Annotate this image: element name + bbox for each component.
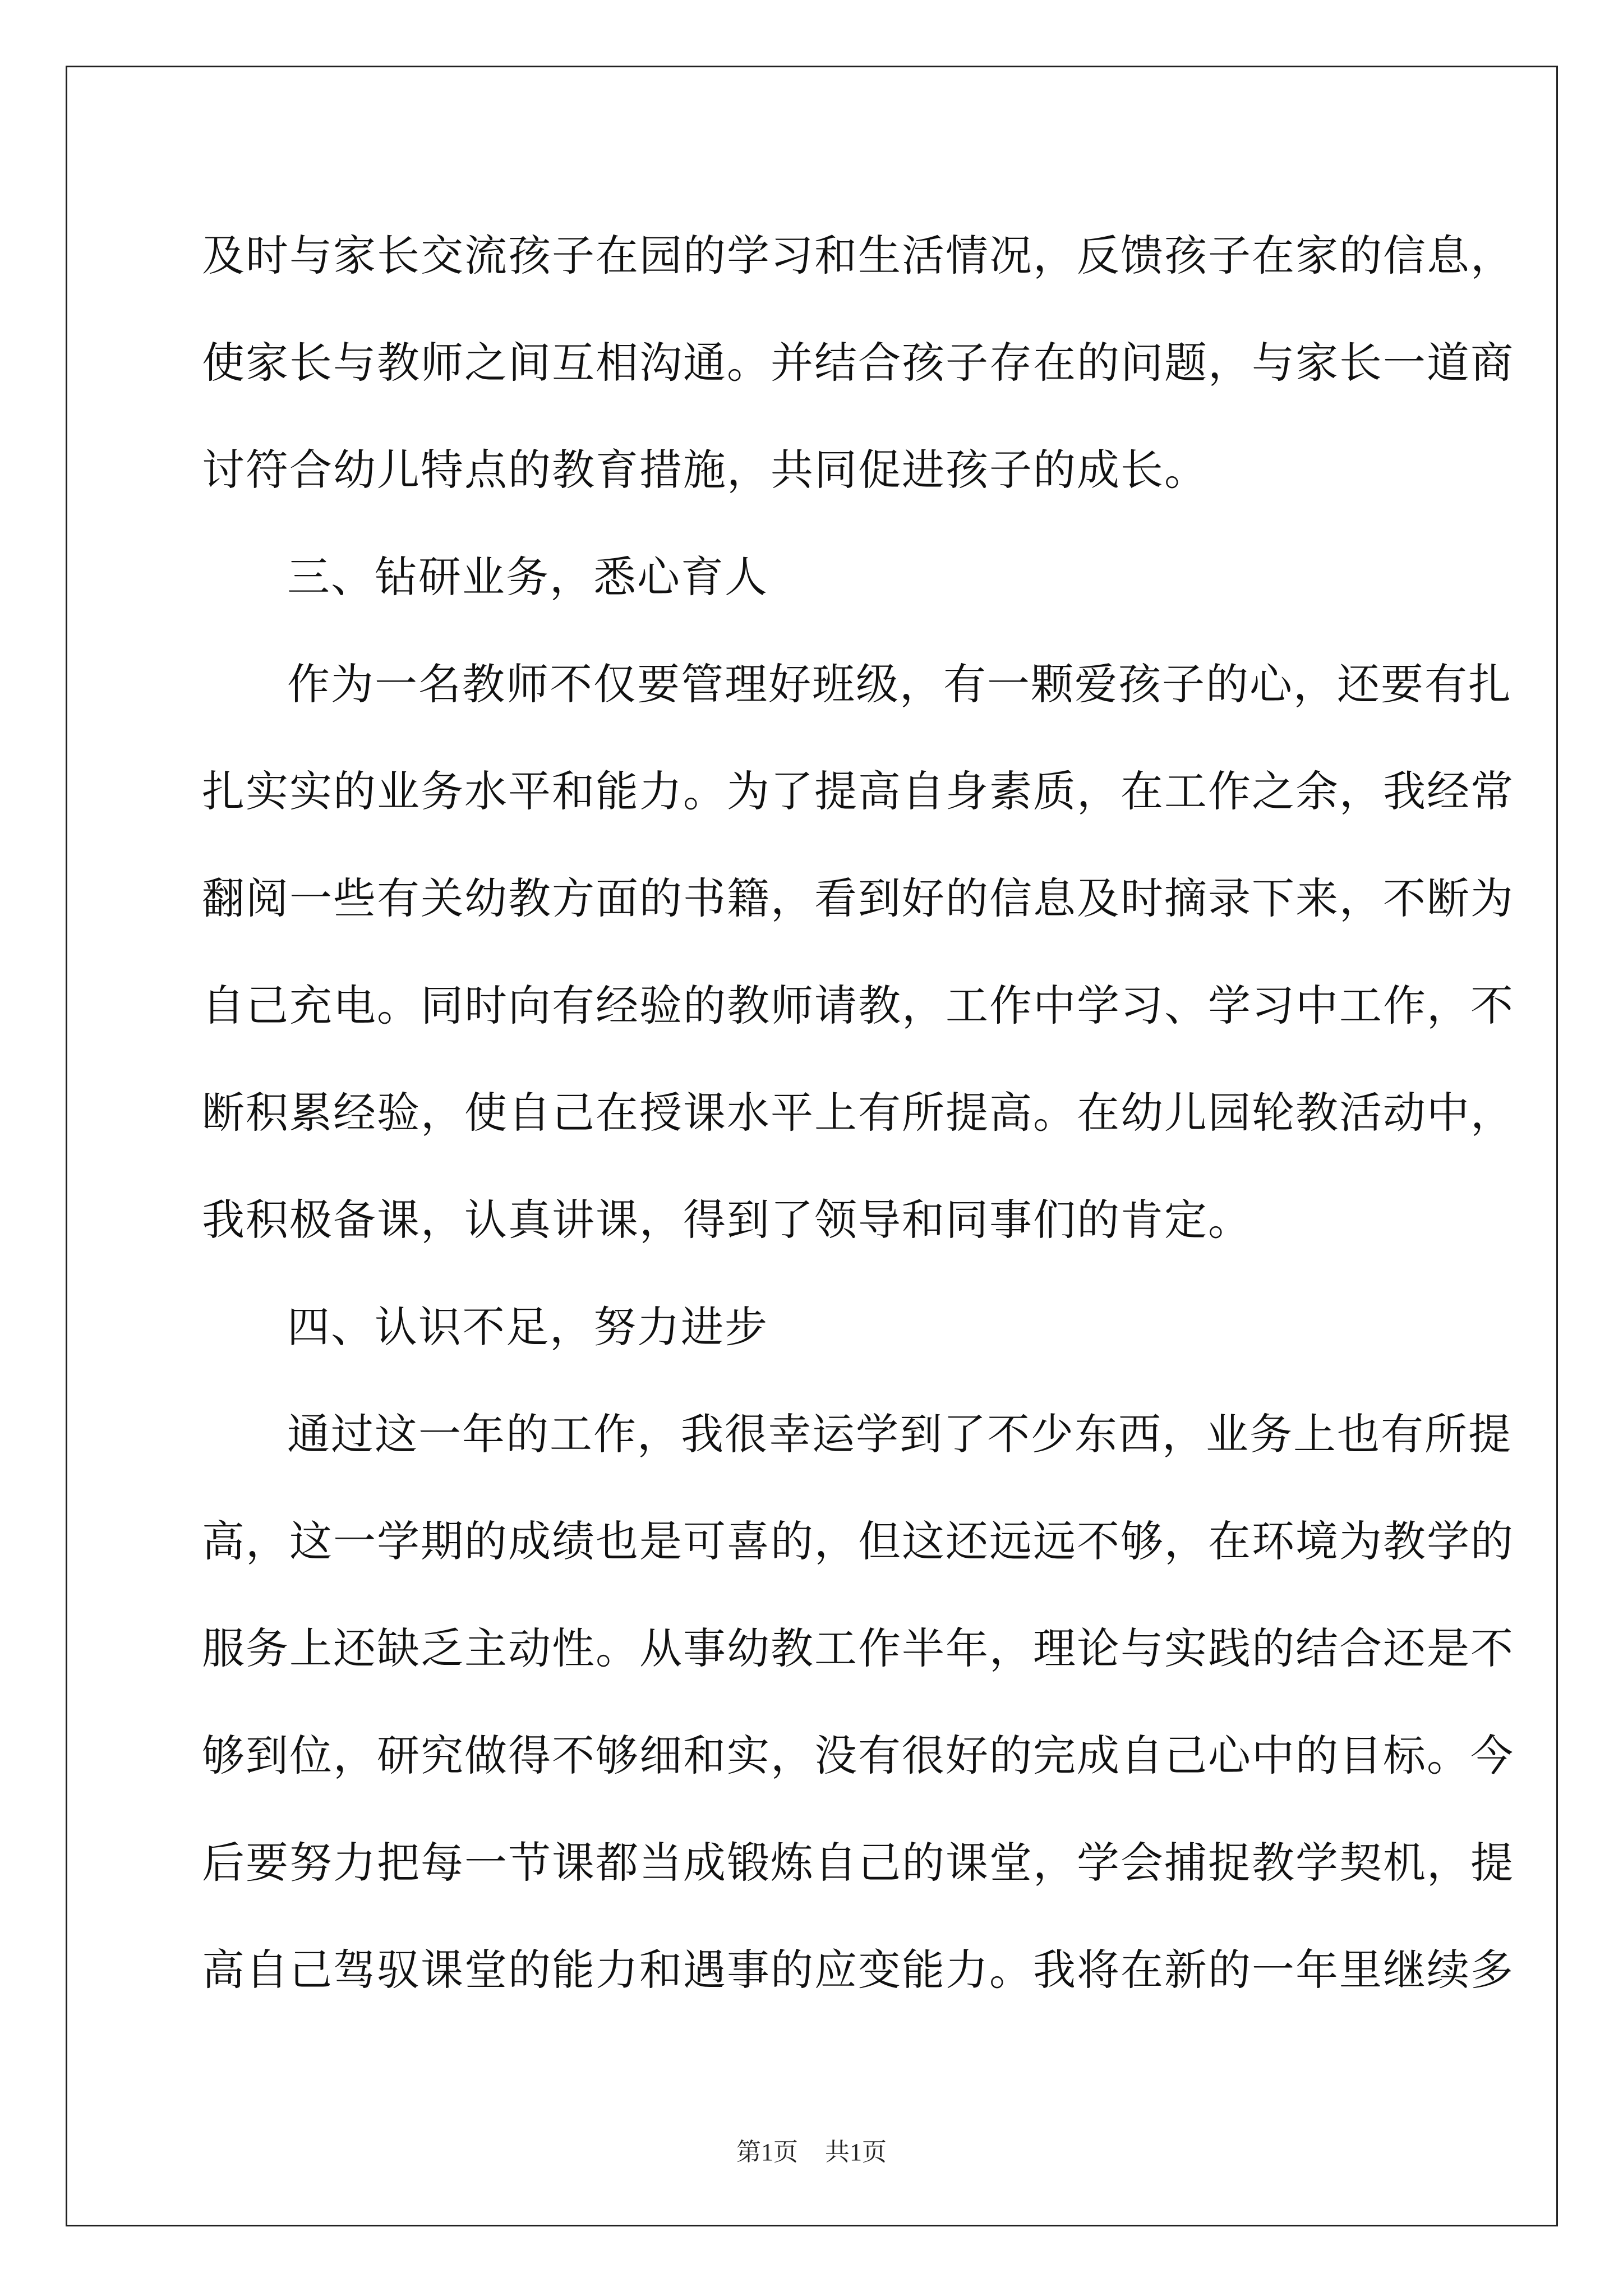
paragraph-line: 断积累经验，使自己在授课水平上有所提高。在幼儿园轮教活动中，	[202, 1088, 1514, 1138]
section-heading: 四、认识不足，努力进步	[287, 1302, 768, 1352]
paragraph-line: 作为一名教师不仅要管理好班级，有一颗爱孩子的心，还要有扎	[287, 659, 1512, 709]
page-number: 第1页	[736, 2138, 798, 2166]
paragraph-line: 后要努力把每一节课都当成锻炼自己的课堂，学会捕捉教学契机，提	[202, 1838, 1514, 1888]
paragraph-line: 高，这一学期的成绩也是可喜的，但这还远远不够，在环境为教学的	[202, 1516, 1514, 1566]
paragraph-line: 通过这一年的工作，我很幸运学到了不少东西，业务上也有所提	[287, 1409, 1512, 1459]
paragraph-line: 及时与家长交流孩子在园的学习和生活情况，反馈孩子在家的信息，	[202, 231, 1514, 280]
paragraph-line: 我积极备课，认真讲课，得到了领导和同事们的肯定。	[202, 1195, 1252, 1245]
paragraph-line: 讨符合幼儿特点的教育措施，共同促进孩子的成长。	[202, 445, 1208, 495]
paragraph-line: 自己充电。同时向有经验的教师请教，工作中学习、学习中工作，不	[202, 981, 1514, 1030]
page-footer	[0, 2132, 1623, 2168]
section-heading: 三、钻研业务，悉心育人	[287, 552, 768, 602]
paragraph-line: 扎实实的业务水平和能力。为了提高自身素质，在工作之余，我经常	[202, 766, 1514, 816]
paragraph-line: 翻阅一些有关幼教方面的书籍，看到好的信息及时摘录下来，不断为	[202, 873, 1514, 923]
paragraph-line: 够到位，研究做得不够细和实，没有很好的完成自己心中的目标。今	[202, 1731, 1514, 1780]
page-total: 共1页	[825, 2138, 887, 2166]
paragraph-line: 服务上还缺乏主动性。从事幼教工作半年，理论与实践的结合还是不	[202, 1623, 1514, 1673]
paragraph-line: 高自己驾驭课堂的能力和遇事的应变能力。我将在新的一年里继续多	[202, 1945, 1514, 1995]
paragraph-line: 使家长与教师之间互相沟通。并结合孩子存在的问题，与家长一道商	[202, 338, 1514, 388]
document-body	[202, 202, 1514, 2023]
